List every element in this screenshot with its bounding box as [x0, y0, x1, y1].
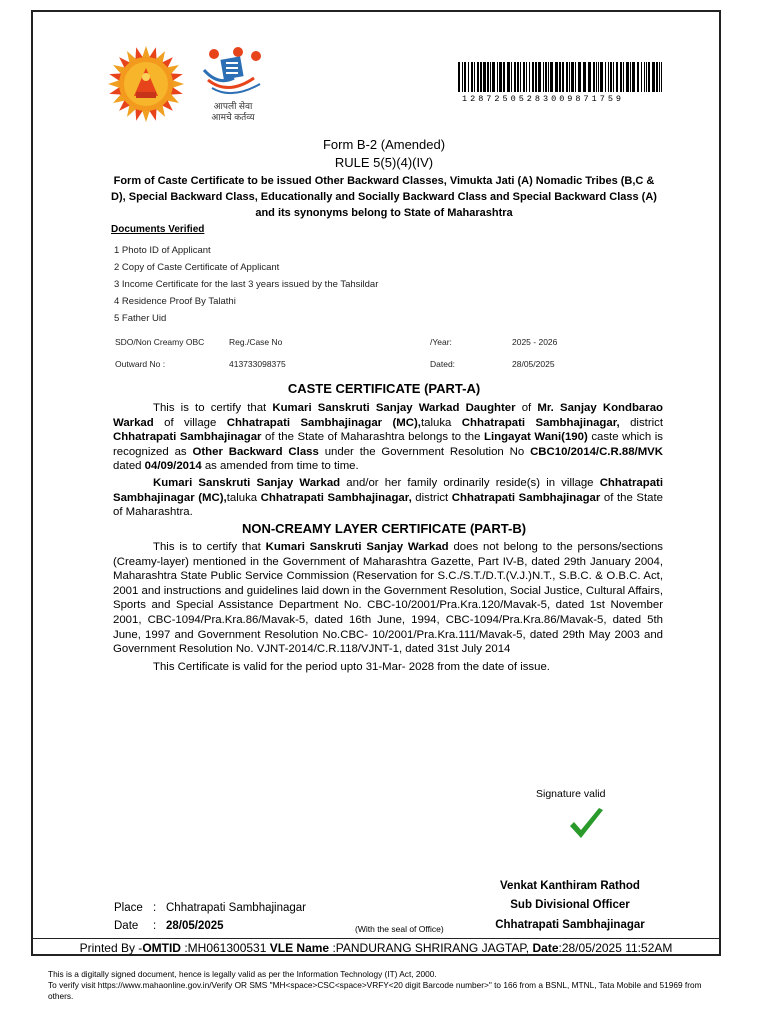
date-value: 28/05/2025 — [166, 920, 224, 932]
father-name: Mr. Sanjay Kondbarao Warkad — [113, 402, 663, 429]
footer-legal-line: This is a digitally signed document, hence is legally valid as per the Information Technology (IT) Act, 2000. — [48, 969, 437, 979]
taluka: Chhatrapati Sambhajinagar, — [260, 491, 412, 504]
officer-name: Venkat Kanthiram Rathod — [500, 880, 640, 892]
text: and/or her family ordinarily reside(s) in village — [340, 476, 600, 489]
checkmark-icon — [566, 804, 606, 844]
document-item: 1 Photo ID of Applicant — [114, 245, 211, 256]
text: district — [619, 416, 664, 429]
logo-caption-2: आमचे कर्तव्य — [211, 112, 255, 122]
dated-label: Dated: — [430, 359, 456, 369]
vle-value: :PANDURANG SHRIRANG JAGTAP, — [332, 941, 530, 955]
part-a-paragraph-1 — [113, 401, 663, 474]
date-label: Date — [114, 920, 139, 932]
barcode-icon — [458, 62, 662, 92]
text: taluka — [226, 491, 261, 504]
reg-case-label: Reg./Case No — [229, 337, 283, 347]
text: caste which is recognized as — [113, 431, 663, 458]
place-colon: : — [153, 902, 157, 914]
dated-value: 28/05/2025 — [512, 359, 555, 369]
village: Chhatrapati Sambhajinagar (MC), — [226, 416, 421, 429]
district: Chhatrapati Sambhajinagar — [451, 491, 601, 504]
part-a-paragraph-2 — [113, 476, 663, 520]
text: of — [515, 402, 538, 414]
validity-text: This Certificate is valid for the period upto 31-Mar- 2028 from the date of issue. — [153, 660, 550, 673]
aaple-seva-logo — [198, 44, 268, 126]
part-a-heading: CASTE CERTIFICATE (PART-A) — [287, 381, 481, 396]
village: Chhatrapati Sambhajinagar (MC), — [113, 476, 663, 504]
signature-valid-label: Signature valid — [536, 788, 606, 800]
text: taluka — [420, 416, 462, 429]
document-item: 3 Income Certificate for the last 3 years issued by the Tahsildar — [114, 279, 379, 290]
text: does not belong to the persons/sections (Creamy-layer) mentioned in the Government of Maharashtra Gazette, Part IV-B, dated 29th January 2004, Maharashtra State Public Service Commission (Reservation for S.C./S.T./D.T.(V.J.)N.T., S.B.C. & O.B.C. Act, 2001 and instructions and guidelines laid down in the Government Resolution, Social Justice, Cultural Affairs, Sports and Special Assistance Department No. CBC-10/2001/Pra.Kra.120/Mavak-5, dated 1st November 2001, CBC-1094/Pra.Kra.86/Mavak-5, dated 16th June, 1994, CBC-1094/Pra.Kra.86/Mavak-5, dated 5th June, 1997 and Government Resolution No.CBC- 10/2001/Pra.Kra.111/Mavak-5, dated 29th May 2003 and Government Resolution No. VJNT-2014/C.R.118/VJNT-1, dated 31st July 2014 — [113, 541, 663, 656]
text: under the Government Resolution No — [318, 445, 531, 458]
text: of village — [153, 416, 227, 429]
seal-note: (With the seal of Office) — [355, 924, 444, 934]
footer-verify-line: To verify visit https://www.mahaonline.gov.in/Verify OR SMS "MH<space>CSC<space>VRFY<20 digit Barcode number>" to 166 from a BSNL, MTNL, Tata Mobile and 51969 from others. — [48, 980, 702, 1001]
taluka: Chhatrapati Sambhajinagar, — [461, 416, 620, 429]
place-label: Place — [114, 902, 143, 914]
omtid-value: :MH061300531 — [184, 941, 267, 955]
form-title: Form B-2 (Amended) — [322, 137, 446, 152]
barcode-number: 1287250528300987175​9 — [462, 94, 625, 104]
maharashtra-seal-icon — [106, 44, 186, 124]
rule-title: RULE 5(5)(4)(IV) — [334, 155, 434, 170]
text: dated — [113, 460, 145, 473]
text: This is to certify that — [153, 402, 273, 414]
applicant-name: Kumari Sanskruti Sanjay Warkad — [153, 476, 341, 489]
resolution-date: 04/09/2014 — [144, 460, 202, 473]
printed-by-bar — [33, 938, 719, 955]
omtid-label: OMTID — [142, 941, 181, 955]
text: of the State of Maharashtra. — [113, 491, 663, 519]
text: as amended from time to time. — [201, 460, 359, 473]
officer-title: Sub Divisional Officer — [510, 899, 630, 911]
documents-heading: Documents Verified — [111, 224, 205, 235]
date-colon: : — [153, 920, 157, 932]
part-b-paragraph — [113, 540, 663, 657]
applicant-name: Kumari Sanskruti Sanjay Warkad Daughter — [272, 402, 516, 414]
part-b-heading: NON-CREAMY LAYER CERTIFICATE (PART-B) — [241, 521, 527, 536]
document-item: 5 Father Uid — [114, 313, 167, 324]
text: This is to certify that — [153, 541, 266, 553]
part-b-body — [113, 540, 663, 674]
vle-label: VLE Name — [269, 941, 330, 955]
sdo-label: SDO/Non Creamy OBC — [115, 337, 205, 347]
document-item: 2 Copy of Caste Certificate of Applicant — [114, 262, 280, 273]
part-a-body — [113, 401, 663, 520]
district: Chhatrapati Sambhajinagar — [113, 431, 262, 444]
logo-caption-1: आपली सेवा — [213, 101, 253, 111]
year-value: 2025 - 2026 — [512, 337, 558, 347]
printed-date-value: :28/05/2025 11:52AM — [558, 941, 673, 955]
service-people-icon — [198, 44, 268, 96]
place-value: Chhatrapati Sambhajinagar — [166, 902, 307, 914]
printed-by-prefix: Printed By - — [79, 941, 143, 955]
outward-label: Outward No : — [115, 359, 166, 369]
outward-value: 413733098375 — [229, 359, 286, 369]
form-subtitle: Form of Caste Certificate to be issued Other Backward Classes, Vimukta Jati (A) Nomadic Tribes (B,C & D), Special Backward Class, Educationally and Socially Backward Class and Special Backward Class (A) and its synonyms belong to State of Maharashtra — [111, 175, 657, 219]
category: Other Backward Class — [192, 445, 319, 458]
year-label: /Year: — [430, 337, 452, 347]
document-item: 4 Residence Proof By Talathi — [114, 296, 236, 307]
officer-place: Chhatrapati Sambhajinagar — [495, 919, 645, 931]
text: district — [411, 491, 452, 504]
caste: Lingayat Wani(190) — [484, 431, 588, 444]
applicant-name: Kumari Sanskruti Sanjay Warkad — [265, 541, 449, 553]
resolution-number: CBC10/2014/C.R.88/MVK — [530, 445, 664, 458]
text: of the State of Maharashtra belongs to the — [261, 431, 485, 444]
printed-date-label: Date — [532, 941, 559, 955]
